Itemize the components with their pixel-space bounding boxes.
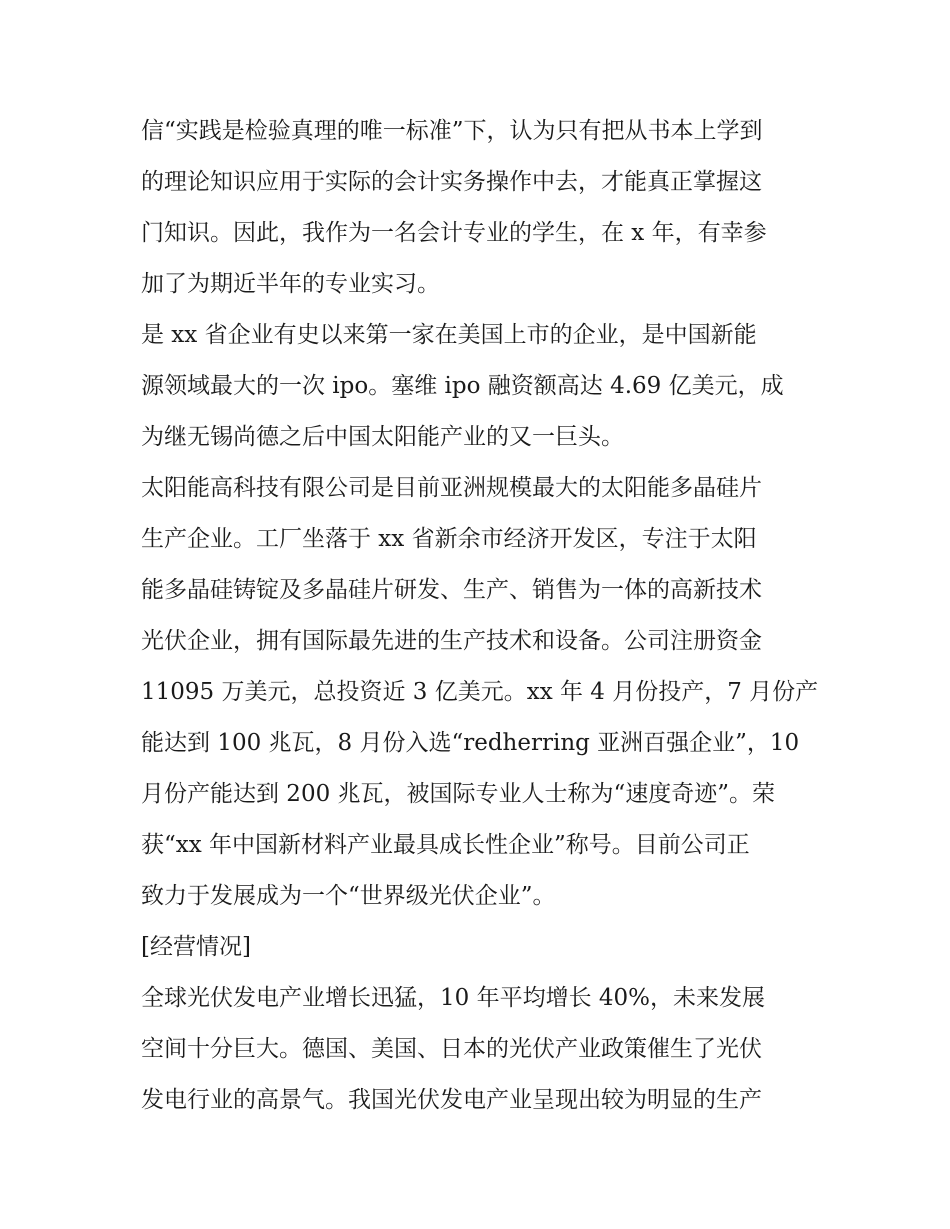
- section-heading: [经营情况]: [141, 934, 251, 960]
- text-line: 能达到 100 兆瓦，8 月份入选“redherring 亚洲百强企业”，10: [141, 730, 800, 756]
- text-line: 源领域最大的一次 ipo。塞维 ipo 融资额高达 4.69 亿美元，成: [141, 373, 784, 399]
- text-line: 发电行业的高景气。我国光伏发电产业呈现出较为明显的生产: [141, 1087, 762, 1113]
- text-line: 全球光伏发电产业增长迅猛，10 年平均增长 40%，未来发展: [141, 985, 766, 1011]
- text-line: 致力于发展成为一个“世界级光伏企业”。: [141, 883, 556, 909]
- text-line: 光伏企业，拥有国际最先进的生产技术和设备。公司注册资金: [141, 628, 762, 654]
- text-line: 获“xx 年中国新材料产业最具成长性企业”称号。目前公司正: [141, 832, 750, 858]
- text-line: 太阳能高科技有限公司是目前亚洲规模最大的太阳能多晶硅片: [141, 475, 762, 501]
- text-line: 门知识。因此，我作为一名会计专业的学生，在 x 年，有幸参: [141, 220, 767, 246]
- text-line: 加了为期近半年的专业实习。: [141, 271, 440, 297]
- text-line: 空间十分巨大。德国、美国、日本的光伏产业政策催生了光伏: [141, 1036, 762, 1062]
- text-line: 的理论知识应用于实际的会计实务操作中去，才能真正掌握这: [141, 169, 762, 195]
- text-line: 生产企业。工厂坐落于 xx 省新余市经济开发区，专注于太阳: [141, 526, 757, 552]
- text-line: 为继无锡尚德之后中国太阳能产业的又一巨头。: [141, 424, 624, 450]
- text-line: 能多晶硅铸锭及多晶硅片研发、生产、销售为一体的高新技术: [141, 577, 762, 603]
- text-line: 月份产能达到 200 兆瓦，被国际专业人士称为“速度奇迹”。荣: [141, 781, 776, 807]
- text-line: 信“实践是检验真理的唯一标准”下，认为只有把从书本上学到: [141, 118, 763, 144]
- document-body: [141, 106, 821, 1126]
- text-line: 是 xx 省企业有史以来第一家在美国上市的企业，是中国新能: [141, 322, 757, 348]
- text-line: 11095 万美元，总投资近 3 亿美元。xx 年 4 月份投产，7 月份产: [141, 679, 819, 705]
